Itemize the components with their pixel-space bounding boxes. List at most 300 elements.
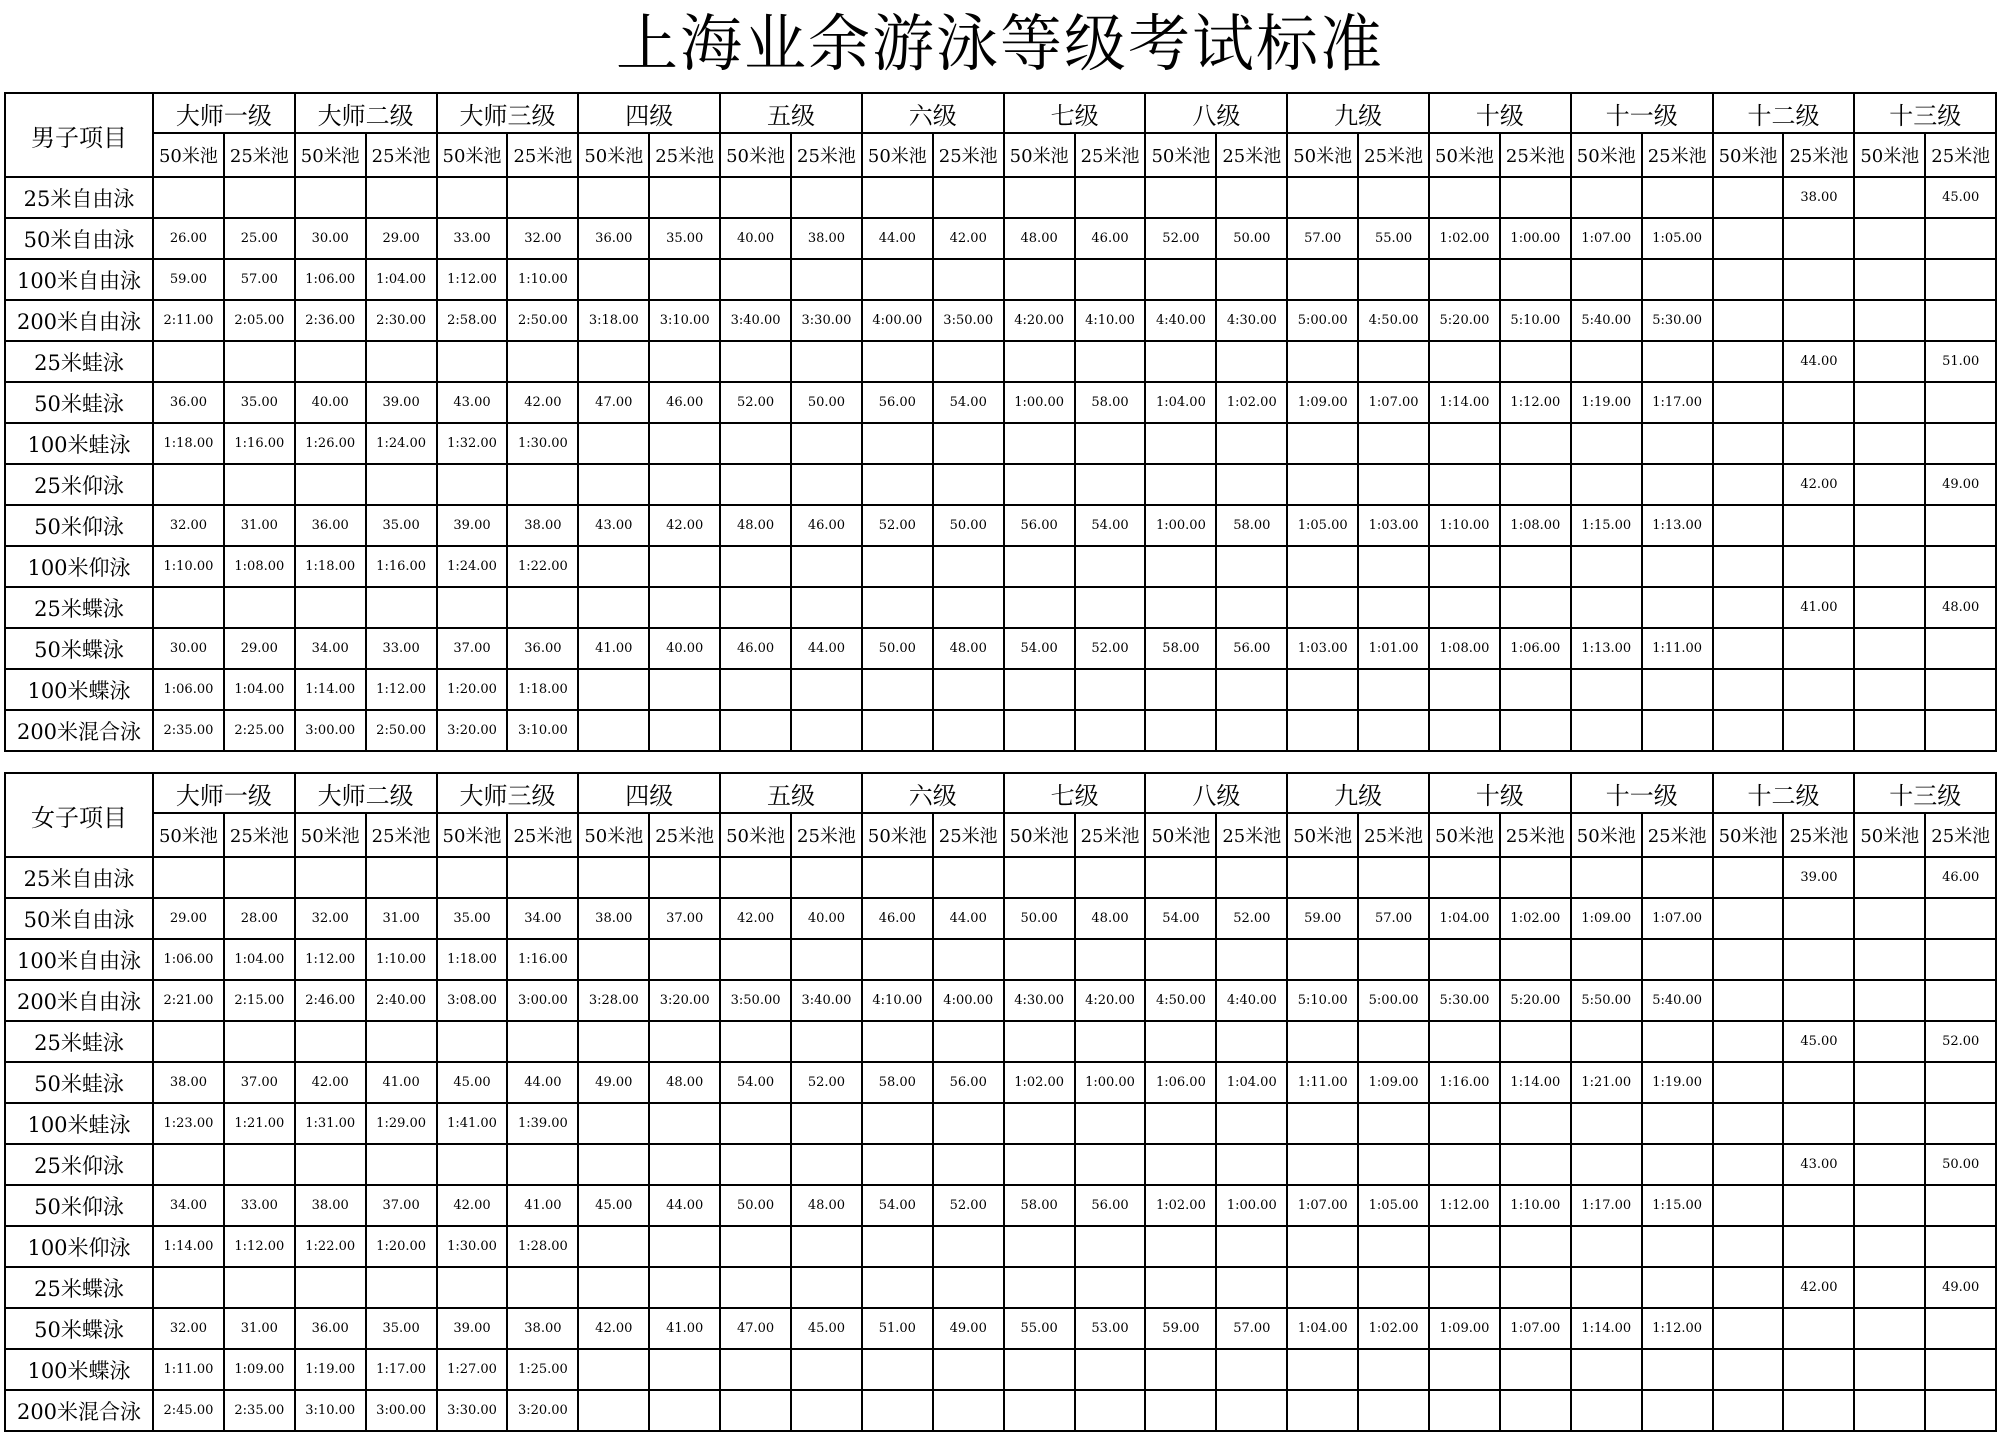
- time-cell: 1:03.00: [1358, 505, 1429, 546]
- time-cell: [649, 939, 720, 980]
- table-row: [5, 939, 1996, 980]
- pool-header: 25米池: [1642, 133, 1713, 177]
- time-cell: [153, 857, 224, 898]
- time-cell: [1854, 898, 1925, 939]
- time-cell: 50.00: [791, 382, 862, 423]
- time-cell: [437, 341, 508, 382]
- time-cell: [153, 177, 224, 218]
- time-cell: 4:30.00: [1004, 980, 1075, 1021]
- time-cell: 1:00.00: [1004, 382, 1075, 423]
- time-cell: [1854, 710, 1925, 751]
- time-cell: [1075, 464, 1146, 505]
- level-header: 五级: [720, 773, 862, 813]
- time-cell: [1358, 1021, 1429, 1062]
- time-cell: [862, 423, 933, 464]
- level-header-row: [5, 773, 1996, 813]
- time-cell: [1358, 1267, 1429, 1308]
- time-cell: 4:10.00: [862, 980, 933, 1021]
- level-header: 大师一级: [153, 773, 295, 813]
- time-cell: [791, 669, 862, 710]
- pool-header: 50米池: [1713, 813, 1784, 857]
- time-cell: [1145, 1267, 1216, 1308]
- pool-header: 50米池: [1145, 813, 1216, 857]
- time-cell: [1216, 857, 1287, 898]
- event-name: 50米蝶泳: [5, 628, 153, 669]
- time-cell: [791, 546, 862, 587]
- time-cell: [1783, 382, 1854, 423]
- time-cell: 52.00: [1925, 1021, 1996, 1062]
- pool-header: 50米池: [720, 133, 791, 177]
- time-cell: 59.00: [1287, 898, 1358, 939]
- time-cell: [1075, 857, 1146, 898]
- time-cell: 1:23.00: [153, 1103, 224, 1144]
- time-cell: 36.00: [153, 382, 224, 423]
- time-cell: [1075, 1390, 1146, 1431]
- time-cell: [578, 423, 649, 464]
- pool-header: 25米池: [366, 133, 437, 177]
- time-cell: 46.00: [649, 382, 720, 423]
- time-cell: [1642, 1144, 1713, 1185]
- time-cell: [1075, 1349, 1146, 1390]
- time-cell: [1783, 980, 1854, 1021]
- time-cell: [578, 464, 649, 505]
- time-cell: 1:32.00: [437, 423, 508, 464]
- time-cell: [1145, 1144, 1216, 1185]
- time-cell: [1571, 1103, 1642, 1144]
- time-cell: [649, 1226, 720, 1267]
- time-cell: 35.00: [366, 505, 437, 546]
- time-cell: 39.00: [437, 1308, 508, 1349]
- time-cell: [1783, 505, 1854, 546]
- time-cell: 1:12.00: [224, 1226, 295, 1267]
- time-cell: [1571, 857, 1642, 898]
- pool-header: 50米池: [295, 813, 366, 857]
- pool-header-row: [5, 133, 1996, 177]
- time-cell: 3:10.00: [507, 710, 578, 751]
- pool-header: 50米池: [1004, 813, 1075, 857]
- table-row: [5, 898, 1996, 939]
- time-cell: [1287, 1103, 1358, 1144]
- time-cell: [720, 177, 791, 218]
- time-cell: [1713, 546, 1784, 587]
- time-cell: [1287, 1349, 1358, 1390]
- time-cell: [1642, 177, 1713, 218]
- time-cell: [1783, 300, 1854, 341]
- time-cell: 32.00: [295, 898, 366, 939]
- time-cell: [720, 710, 791, 751]
- time-cell: [1783, 1062, 1854, 1103]
- level-header: 大师二级: [295, 93, 437, 133]
- time-cell: [1145, 939, 1216, 980]
- time-cell: [1783, 628, 1854, 669]
- time-cell: 45.00: [1925, 177, 1996, 218]
- time-cell: [578, 710, 649, 751]
- time-cell: [791, 1144, 862, 1185]
- time-cell: 54.00: [1004, 628, 1075, 669]
- time-cell: [1145, 669, 1216, 710]
- time-cell: [1854, 341, 1925, 382]
- time-cell: [153, 1267, 224, 1308]
- time-cell: 52.00: [1145, 218, 1216, 259]
- time-cell: [366, 1267, 437, 1308]
- time-cell: 49.00: [1925, 1267, 1996, 1308]
- time-cell: [862, 857, 933, 898]
- time-cell: [1216, 423, 1287, 464]
- time-cell: [1216, 1144, 1287, 1185]
- time-cell: 34.00: [295, 628, 366, 669]
- table-row: [5, 669, 1996, 710]
- pool-header: 25米池: [224, 813, 295, 857]
- time-cell: [1925, 898, 1996, 939]
- time-cell: 1:18.00: [507, 669, 578, 710]
- time-cell: [1854, 939, 1925, 980]
- time-cell: 1:04.00: [1145, 382, 1216, 423]
- time-cell: 1:24.00: [366, 423, 437, 464]
- time-cell: 1:16.00: [1429, 1062, 1500, 1103]
- time-cell: [1571, 464, 1642, 505]
- time-cell: [1004, 423, 1075, 464]
- time-cell: [1783, 710, 1854, 751]
- time-cell: [720, 587, 791, 628]
- time-cell: [1287, 177, 1358, 218]
- time-cell: [1642, 259, 1713, 300]
- time-cell: 50.00: [933, 505, 1004, 546]
- time-cell: 59.00: [1145, 1308, 1216, 1349]
- event-name: 100米蛙泳: [5, 423, 153, 464]
- time-cell: [1429, 1226, 1500, 1267]
- time-cell: [791, 423, 862, 464]
- time-cell: 45.00: [1783, 1021, 1854, 1062]
- time-cell: 36.00: [507, 628, 578, 669]
- time-cell: 28.00: [224, 898, 295, 939]
- time-cell: 38.00: [791, 218, 862, 259]
- time-cell: [933, 857, 1004, 898]
- time-cell: [1429, 177, 1500, 218]
- event-name: 50米蛙泳: [5, 382, 153, 423]
- time-cell: 1:31.00: [295, 1103, 366, 1144]
- time-cell: 32.00: [153, 1308, 224, 1349]
- time-cell: [437, 1144, 508, 1185]
- table-row: [5, 1062, 1996, 1103]
- time-cell: [295, 177, 366, 218]
- women-standards-table: [4, 772, 1997, 1432]
- pool-header: 25米池: [649, 813, 720, 857]
- time-cell: 1:06.00: [295, 259, 366, 300]
- time-cell: [1642, 423, 1713, 464]
- time-cell: 1:27.00: [437, 1349, 508, 1390]
- time-cell: [862, 587, 933, 628]
- time-cell: [1925, 710, 1996, 751]
- time-cell: [862, 1226, 933, 1267]
- time-cell: 5:00.00: [1358, 980, 1429, 1021]
- time-cell: 1:17.00: [1642, 382, 1713, 423]
- time-cell: [1500, 1267, 1571, 1308]
- time-cell: [649, 669, 720, 710]
- time-cell: 1:04.00: [1216, 1062, 1287, 1103]
- time-cell: [1854, 1185, 1925, 1226]
- time-cell: [1287, 1226, 1358, 1267]
- time-cell: 1:04.00: [366, 259, 437, 300]
- event-name: 100米自由泳: [5, 259, 153, 300]
- time-cell: [1287, 857, 1358, 898]
- time-cell: [1004, 464, 1075, 505]
- time-cell: [1075, 423, 1146, 464]
- time-cell: [153, 341, 224, 382]
- time-cell: 2:50.00: [366, 710, 437, 751]
- time-cell: 1:16.00: [224, 423, 295, 464]
- pool-header: 25米池: [1358, 133, 1429, 177]
- time-cell: [1854, 1349, 1925, 1390]
- time-cell: 42.00: [1783, 1267, 1854, 1308]
- time-cell: [1216, 1103, 1287, 1144]
- time-cell: 58.00: [1004, 1185, 1075, 1226]
- time-cell: [578, 1226, 649, 1267]
- time-cell: [862, 1021, 933, 1062]
- time-cell: [1713, 177, 1784, 218]
- time-cell: [1004, 1103, 1075, 1144]
- time-cell: [437, 464, 508, 505]
- time-cell: [507, 1144, 578, 1185]
- pool-header: 25米池: [224, 133, 295, 177]
- time-cell: 1:04.00: [1287, 1308, 1358, 1349]
- table-row: [5, 177, 1996, 218]
- time-cell: 1:18.00: [295, 546, 366, 587]
- time-cell: 1:12.00: [437, 259, 508, 300]
- time-cell: [1500, 177, 1571, 218]
- time-cell: [933, 587, 1004, 628]
- time-cell: [1783, 1226, 1854, 1267]
- time-cell: [507, 341, 578, 382]
- time-cell: [1216, 710, 1287, 751]
- time-cell: [649, 464, 720, 505]
- time-cell: [1500, 939, 1571, 980]
- time-cell: 29.00: [224, 628, 295, 669]
- time-cell: [1642, 939, 1713, 980]
- time-cell: [791, 259, 862, 300]
- time-cell: [1713, 1267, 1784, 1308]
- time-cell: 1:20.00: [437, 669, 508, 710]
- table-row: [5, 1144, 1996, 1185]
- time-cell: 3:40.00: [791, 980, 862, 1021]
- time-cell: 5:20.00: [1500, 980, 1571, 1021]
- time-cell: 1:30.00: [437, 1226, 508, 1267]
- time-cell: [933, 1267, 1004, 1308]
- time-cell: 36.00: [295, 1308, 366, 1349]
- time-cell: [1642, 587, 1713, 628]
- table-row: [5, 1349, 1996, 1390]
- pool-header: 25米池: [366, 813, 437, 857]
- time-cell: 42.00: [1783, 464, 1854, 505]
- time-cell: [1925, 669, 1996, 710]
- time-cell: [1571, 341, 1642, 382]
- time-cell: [1216, 177, 1287, 218]
- time-cell: 33.00: [366, 628, 437, 669]
- time-cell: [649, 341, 720, 382]
- pool-header: 25米池: [1358, 813, 1429, 857]
- time-cell: [437, 587, 508, 628]
- time-cell: 1:29.00: [366, 1103, 437, 1144]
- time-cell: [507, 1267, 578, 1308]
- time-cell: 33.00: [224, 1185, 295, 1226]
- pool-header: 25米池: [1925, 813, 1996, 857]
- time-cell: [1145, 546, 1216, 587]
- time-cell: [1854, 218, 1925, 259]
- time-cell: [1075, 1144, 1146, 1185]
- time-cell: 48.00: [720, 505, 791, 546]
- time-cell: 50.00: [1004, 898, 1075, 939]
- pool-header: 50米池: [295, 133, 366, 177]
- time-cell: [578, 259, 649, 300]
- time-cell: [295, 341, 366, 382]
- time-cell: 3:20.00: [507, 1390, 578, 1431]
- level-header: 六级: [862, 773, 1004, 813]
- time-cell: [1075, 259, 1146, 300]
- time-cell: 35.00: [649, 218, 720, 259]
- time-cell: [1145, 1349, 1216, 1390]
- time-cell: [1571, 669, 1642, 710]
- time-cell: [1287, 546, 1358, 587]
- time-cell: 1:21.00: [224, 1103, 295, 1144]
- event-name: 25米自由泳: [5, 857, 153, 898]
- level-header: 大师三级: [437, 773, 579, 813]
- time-cell: [1287, 464, 1358, 505]
- time-cell: [862, 669, 933, 710]
- time-cell: 38.00: [295, 1185, 366, 1226]
- time-cell: 1:17.00: [366, 1349, 437, 1390]
- time-cell: 58.00: [862, 1062, 933, 1103]
- time-cell: [1429, 259, 1500, 300]
- time-cell: [649, 546, 720, 587]
- time-cell: 52.00: [862, 505, 933, 546]
- time-cell: 3:30.00: [791, 300, 862, 341]
- time-cell: [507, 587, 578, 628]
- time-cell: [791, 341, 862, 382]
- time-cell: [1004, 669, 1075, 710]
- time-cell: [720, 423, 791, 464]
- time-cell: [1429, 423, 1500, 464]
- time-cell: [366, 857, 437, 898]
- time-cell: 1:14.00: [1429, 382, 1500, 423]
- time-cell: [224, 464, 295, 505]
- event-name: 25米仰泳: [5, 1144, 153, 1185]
- time-cell: [1925, 546, 1996, 587]
- time-cell: 1:12.00: [295, 939, 366, 980]
- time-cell: [1713, 587, 1784, 628]
- time-cell: [1429, 1349, 1500, 1390]
- level-header: 十级: [1429, 93, 1571, 133]
- time-cell: [649, 710, 720, 751]
- time-cell: 1:15.00: [1642, 1185, 1713, 1226]
- pool-header: 50米池: [862, 813, 933, 857]
- time-cell: 52.00: [933, 1185, 1004, 1226]
- time-cell: [649, 1021, 720, 1062]
- time-cell: [507, 177, 578, 218]
- time-cell: [1216, 587, 1287, 628]
- time-cell: [578, 1267, 649, 1308]
- time-cell: [1925, 300, 1996, 341]
- time-cell: [295, 587, 366, 628]
- time-cell: 37.00: [437, 628, 508, 669]
- time-cell: [791, 464, 862, 505]
- time-cell: [437, 177, 508, 218]
- time-cell: [1004, 857, 1075, 898]
- time-cell: 33.00: [437, 218, 508, 259]
- time-cell: [720, 669, 791, 710]
- time-cell: [1854, 1390, 1925, 1431]
- time-cell: 1:10.00: [1500, 1185, 1571, 1226]
- time-cell: 1:07.00: [1571, 218, 1642, 259]
- table-row: [5, 1021, 1996, 1062]
- time-cell: 30.00: [295, 218, 366, 259]
- time-cell: [1571, 177, 1642, 218]
- time-cell: [1075, 1267, 1146, 1308]
- table-row: [5, 1185, 1996, 1226]
- time-cell: 5:20.00: [1429, 300, 1500, 341]
- time-cell: [1216, 1390, 1287, 1431]
- time-cell: [366, 341, 437, 382]
- time-cell: [578, 587, 649, 628]
- time-cell: [1075, 1103, 1146, 1144]
- time-cell: [1145, 1390, 1216, 1431]
- time-cell: [1713, 423, 1784, 464]
- time-cell: [1642, 1349, 1713, 1390]
- time-cell: [1429, 710, 1500, 751]
- pool-header: 50米池: [1429, 133, 1500, 177]
- time-cell: [649, 1103, 720, 1144]
- time-cell: 1:28.00: [507, 1226, 578, 1267]
- time-cell: 1:16.00: [507, 939, 578, 980]
- time-cell: 42.00: [507, 382, 578, 423]
- time-cell: 59.00: [153, 259, 224, 300]
- event-name: 25米仰泳: [5, 464, 153, 505]
- pool-header: 50米池: [437, 813, 508, 857]
- time-cell: 39.00: [1783, 857, 1854, 898]
- time-cell: 48.00: [1075, 898, 1146, 939]
- section-label: 女子项目: [5, 773, 153, 857]
- time-cell: [1004, 546, 1075, 587]
- time-cell: 1:08.00: [224, 546, 295, 587]
- level-header: 大师一级: [153, 93, 295, 133]
- level-header-row: [5, 93, 1996, 133]
- time-cell: [1571, 1144, 1642, 1185]
- time-cell: 52.00: [1075, 628, 1146, 669]
- time-cell: 40.00: [649, 628, 720, 669]
- time-cell: [791, 1226, 862, 1267]
- time-cell: 1:09.00: [1287, 382, 1358, 423]
- time-cell: 50.00: [1925, 1144, 1996, 1185]
- time-cell: [1713, 1226, 1784, 1267]
- time-cell: 34.00: [153, 1185, 224, 1226]
- time-cell: [295, 1267, 366, 1308]
- time-cell: [1287, 1144, 1358, 1185]
- time-cell: 1:02.00: [1429, 218, 1500, 259]
- event-name: 200米混合泳: [5, 1390, 153, 1431]
- time-cell: [1358, 423, 1429, 464]
- time-cell: 37.00: [224, 1062, 295, 1103]
- time-cell: 5:10.00: [1287, 980, 1358, 1021]
- time-cell: 3:50.00: [933, 300, 1004, 341]
- pool-header: 25米池: [1216, 813, 1287, 857]
- time-cell: 1:02.00: [1216, 382, 1287, 423]
- time-cell: [1854, 546, 1925, 587]
- time-cell: [1854, 300, 1925, 341]
- time-cell: [1216, 259, 1287, 300]
- time-cell: [1075, 1021, 1146, 1062]
- pool-header: 50米池: [1571, 813, 1642, 857]
- time-cell: [791, 1349, 862, 1390]
- time-cell: 1:06.00: [1145, 1062, 1216, 1103]
- time-cell: 1:26.00: [295, 423, 366, 464]
